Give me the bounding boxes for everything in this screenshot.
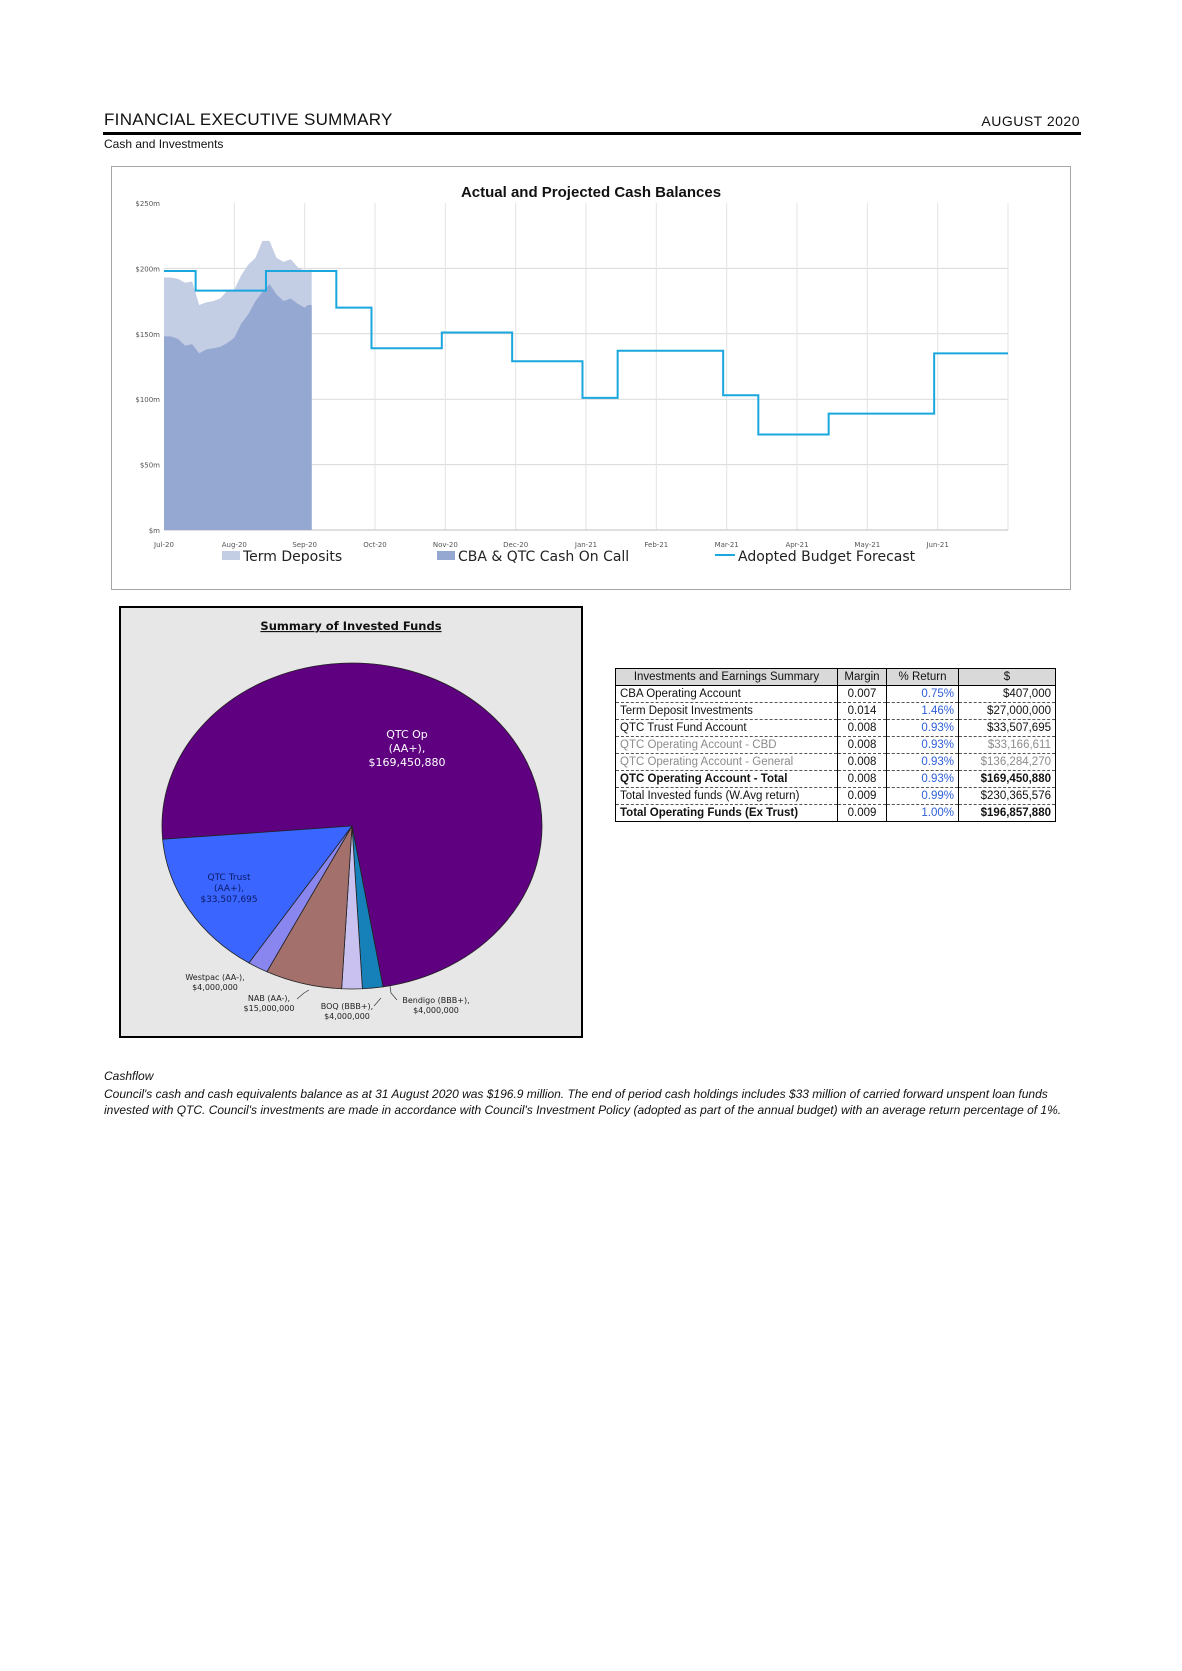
cell-name: CBA Operating Account (616, 686, 838, 703)
cell-return: 1.46% (887, 703, 959, 720)
x-tick-label: Aug-20 (221, 541, 247, 549)
cell-margin: 0.008 (838, 754, 887, 771)
cell-amount: $407,000 (959, 686, 1056, 703)
x-tick-label: Jun-21 (926, 541, 949, 549)
table-row (616, 788, 1056, 805)
cell-amount: $136,284,270 (959, 754, 1056, 771)
report-title: FINANCIAL EXECUTIVE SUMMARY (104, 110, 393, 129)
report-date: AUGUST 2020 (981, 113, 1080, 129)
legend-label: Adopted Budget Forecast (738, 549, 916, 565)
cell-return: 1.00% (887, 805, 959, 822)
header-name: Investments and Earnings Summary (616, 669, 838, 686)
cell-amount: $196,857,880 (959, 805, 1056, 822)
cashflow-text: Council's cash and cash equivalents balance as at 31 August 2020 was $196.9 million. The end of period cash holdings includes $33 million of carried forward unspent loan funds invested with QTC. Council's investments are made in accordance with Council's Investment Policy (adopted as part of the annual budget) with an average return percentage of 1%. (104, 1087, 1062, 1117)
cell-return: 0.93% (887, 737, 959, 754)
cash-balances-chart (111, 166, 1071, 590)
pie-data-label: Bendigo (BBB+), $4,000,000 (402, 996, 470, 1015)
x-tick-label: Jul-20 (154, 541, 174, 549)
legend-item (715, 549, 916, 565)
legend-label: Term Deposits (243, 549, 343, 565)
cell-margin: 0.014 (838, 703, 887, 720)
pie-data-label: Westpac (AA-), $4,000,000 (185, 973, 245, 992)
y-tick-label: $100m (135, 396, 160, 405)
table-row (616, 805, 1056, 822)
cell-name: QTC Operating Account - CBD (616, 737, 838, 754)
x-tick-label: Sep-20 (292, 541, 317, 549)
pie-data-label: NAB (AA-), $15,000,000 (243, 994, 295, 1013)
cell-return: 0.99% (887, 788, 959, 805)
investments-summary-table (615, 668, 1056, 822)
cell-margin: 0.008 (838, 720, 887, 737)
cell-return: 0.93% (887, 720, 959, 737)
cashflow-heading: Cashflow (104, 1069, 154, 1083)
cell-margin: 0.008 (838, 771, 887, 788)
y-tick-label: $50m (139, 461, 160, 470)
table-row (616, 720, 1056, 737)
x-tick-label: May-21 (854, 541, 881, 549)
header-margin: Margin (838, 669, 887, 686)
x-tick-label: Dec-20 (503, 541, 529, 549)
cell-amount: $33,507,695 (959, 720, 1056, 737)
legend-swatch (222, 551, 240, 560)
chart-title: Actual and Projected Cash Balances (460, 184, 722, 201)
x-tick-label: Apr-21 (785, 541, 809, 549)
cell-name: QTC Operating Account - Total (616, 771, 838, 788)
pie-data-label: BOQ (BBB+), $4,000,000 (320, 1002, 374, 1021)
cell-margin: 0.007 (838, 686, 887, 703)
pie-data-label: QTC Op (AA+), $169,450,880 (368, 728, 446, 769)
y-tick-label: $150m (135, 330, 160, 339)
table-row (616, 754, 1056, 771)
table-header-row (616, 669, 1056, 686)
x-tick-label: Mar-21 (714, 541, 739, 549)
table-row (616, 737, 1056, 754)
y-tick-label: $250m (135, 200, 160, 208)
invested-funds-svg (121, 608, 581, 1036)
cell-amount: $169,450,880 (959, 771, 1056, 788)
cashflow-section (104, 1068, 1080, 1118)
x-tick-label: Feb-21 (644, 541, 669, 549)
table-row (616, 686, 1056, 703)
cell-name: Total Invested funds (W.Avg return) (616, 788, 838, 805)
cell-amount: $230,365,576 (959, 788, 1056, 805)
invested-funds-chart (119, 606, 583, 1038)
header-return: % Return (887, 669, 959, 686)
x-tick-label: Oct-20 (363, 541, 387, 549)
cell-amount: $33,166,611 (959, 737, 1056, 754)
header-amount: $ (959, 669, 1056, 686)
cell-margin: 0.009 (838, 788, 887, 805)
pie-leader-line (374, 998, 381, 1006)
y-tick-label: $200m (135, 265, 160, 274)
legend-item (437, 549, 629, 565)
pie-leader-line (297, 990, 309, 999)
cell-name: Total Operating Funds (Ex Trust) (616, 805, 838, 822)
pie-leader-line (390, 986, 397, 1000)
cell-name: QTC Operating Account - General (616, 754, 838, 771)
section-subtitle: Cash and Investments (104, 137, 224, 151)
table-row (616, 703, 1056, 720)
table-row (616, 771, 1056, 788)
cell-amount: $27,000,000 (959, 703, 1056, 720)
page-header (104, 110, 1080, 134)
y-tick-label: $m (148, 527, 160, 535)
cell-return: 0.93% (887, 771, 959, 788)
pie-data-label: QTC Trust (AA+), $33,507,695 (200, 873, 258, 905)
legend-label: CBA & QTC Cash On Call (458, 549, 630, 565)
cell-margin: 0.008 (838, 737, 887, 754)
x-tick-label: Jan-21 (574, 541, 598, 549)
legend-item (222, 549, 342, 565)
cell-margin: 0.009 (838, 805, 887, 822)
legend-swatch (437, 551, 455, 560)
pie-title: Summary of Invested Funds (260, 619, 442, 633)
cell-return: 0.75% (887, 686, 959, 703)
cell-return: 0.93% (887, 754, 959, 771)
cell-name: Term Deposit Investments (616, 703, 838, 720)
x-tick-label: Nov-20 (432, 541, 458, 549)
cell-name: QTC Trust Fund Account (616, 720, 838, 737)
cash-balances-svg (112, 167, 1070, 589)
header-rule (103, 132, 1081, 135)
